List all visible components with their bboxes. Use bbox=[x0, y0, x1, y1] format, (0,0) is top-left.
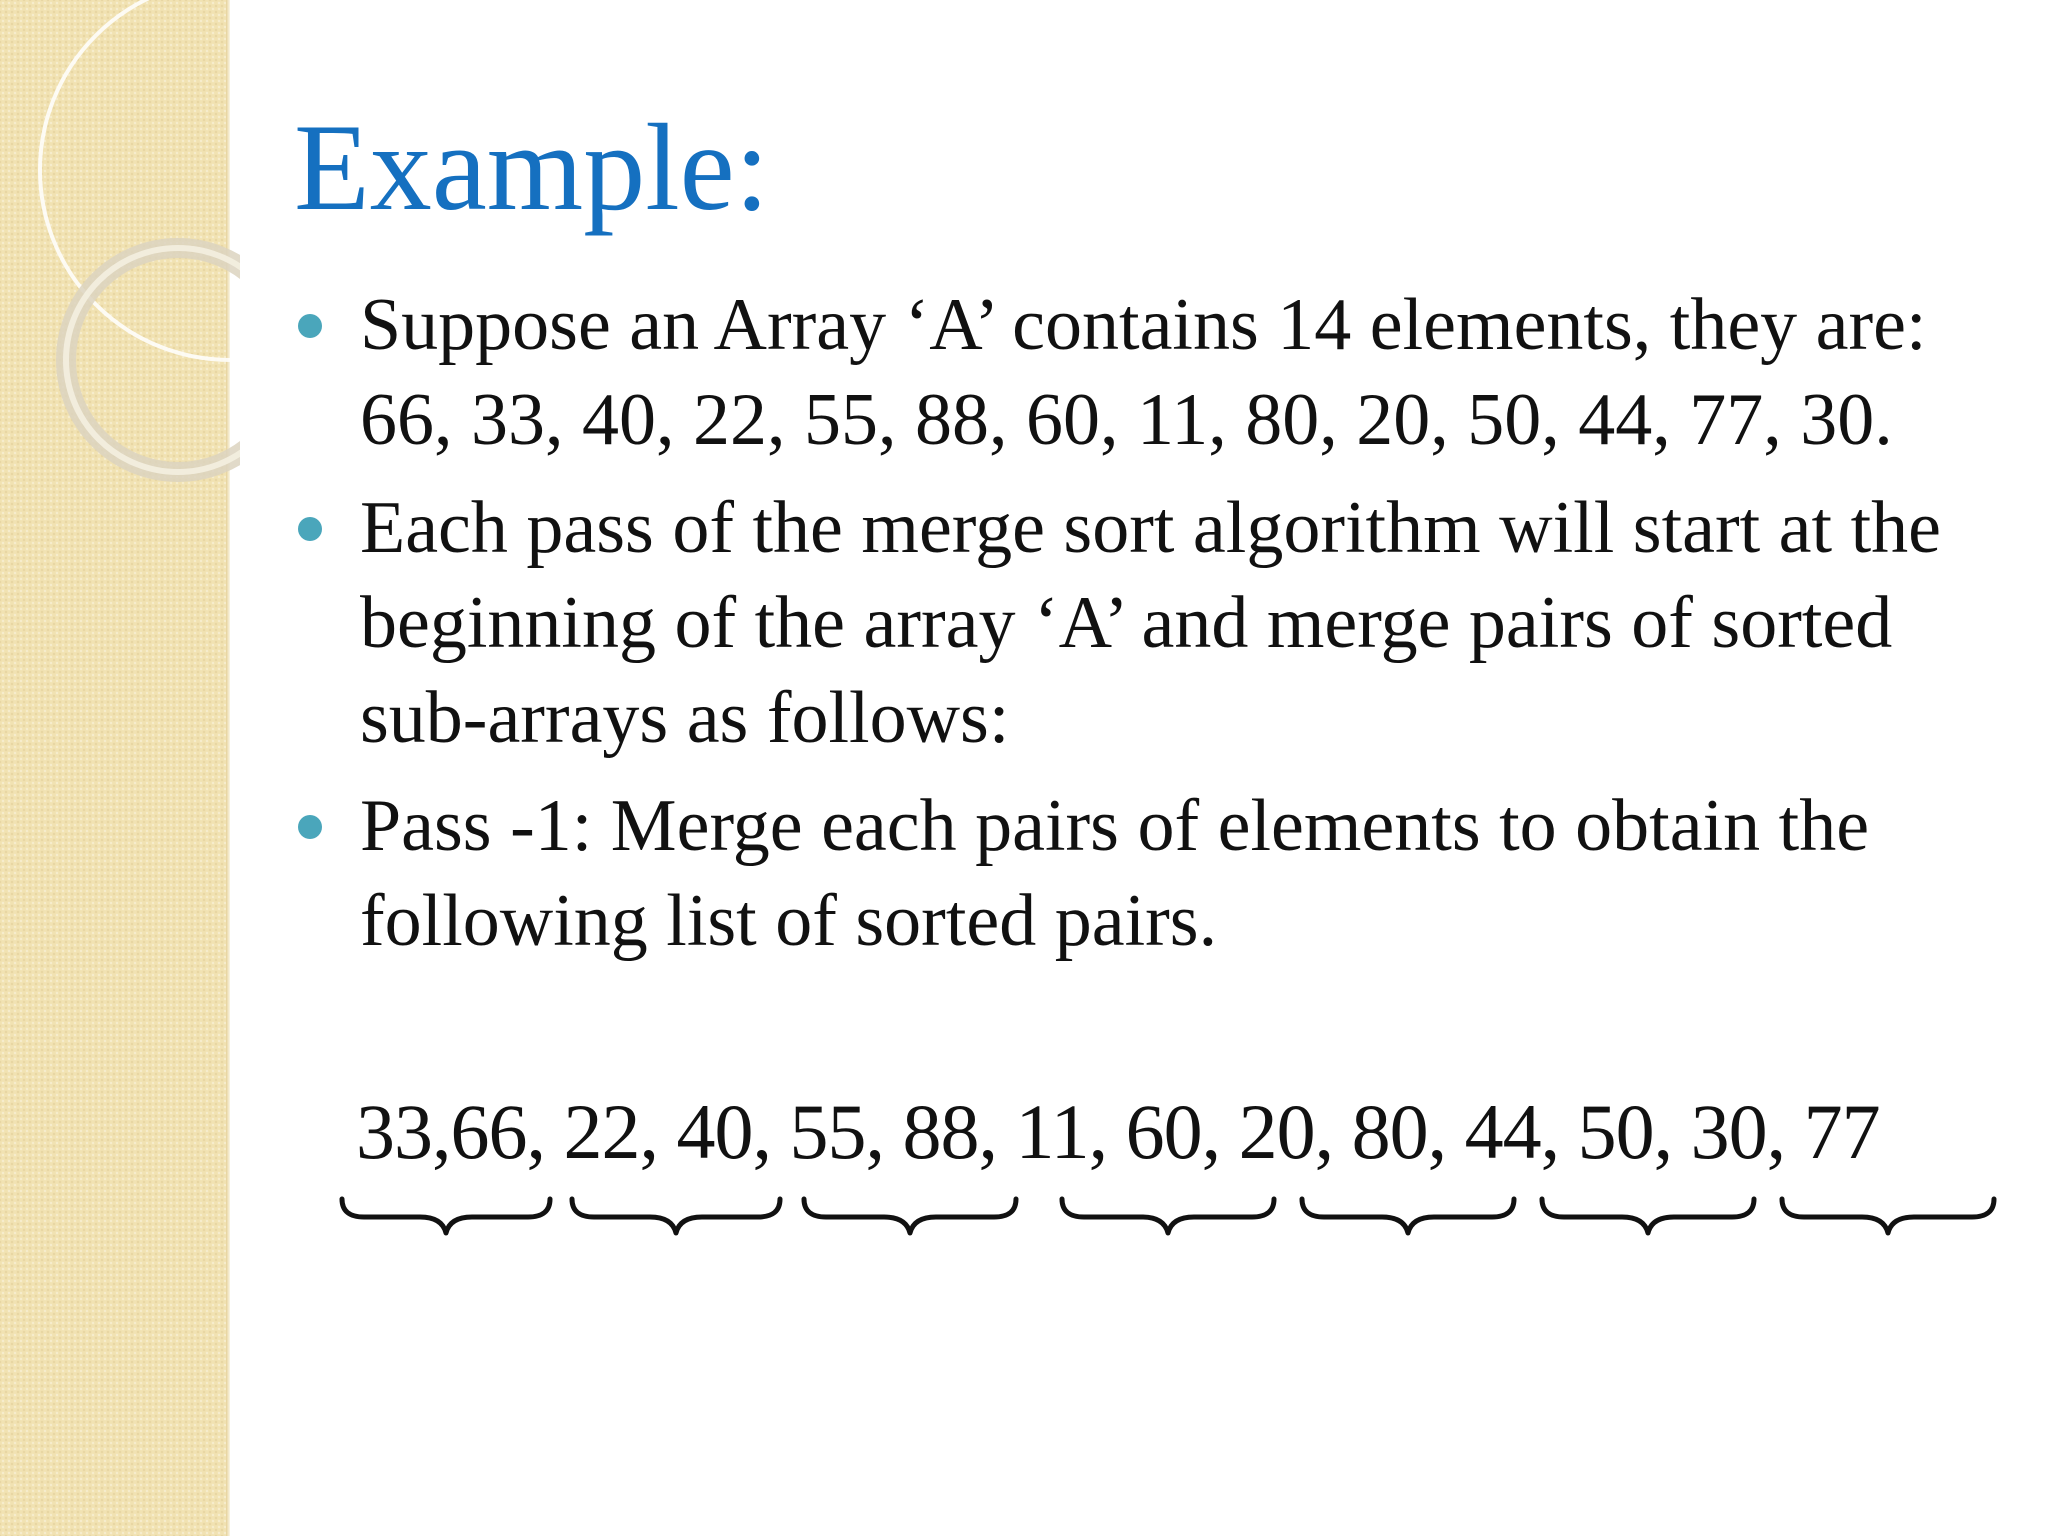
slide-title: Example: bbox=[294, 99, 770, 236]
bullet-text: Pass -1: Merge each pairs of elements to obtain the following list of sorted pairs. bbox=[360, 785, 1870, 962]
curly-brace-icon bbox=[1302, 1199, 1514, 1233]
bullet-list bbox=[294, 278, 2014, 982]
curly-brace-icon bbox=[1782, 1199, 1994, 1233]
decorative-rings-icon bbox=[0, 0, 240, 520]
curly-brace-icon bbox=[342, 1199, 550, 1233]
bullet-dot-icon bbox=[298, 314, 322, 338]
curly-brace-icon bbox=[1542, 1199, 1754, 1233]
bullet-text: Suppose an Array ‘A’ contains 14 elements, they are: 66, 33, 40, 22, 55, 88, 60, 11, 80, 20, 50, 44, 77, 30. bbox=[360, 284, 1927, 461]
bullet-item bbox=[294, 481, 2014, 766]
sorted-pairs-list: 33,66, 22, 40, 55, 88, 11, 60, 20, 80, 44, 50, 30, 77 bbox=[356, 1088, 1880, 1175]
curly-brace-icon bbox=[804, 1199, 1016, 1233]
bullet-item bbox=[294, 779, 2014, 969]
bullet-dot-icon bbox=[298, 517, 322, 541]
pair-braces bbox=[330, 1185, 2010, 1255]
bullet-item bbox=[294, 278, 2014, 468]
bullet-text: Each pass of the merge sort algorithm will start at the beginning of the array ‘A’ and merge pairs of sorted sub-arrays as follows: bbox=[360, 487, 1941, 759]
bullet-dot-icon bbox=[298, 815, 322, 839]
curly-brace-icon bbox=[572, 1199, 780, 1233]
curly-brace-icon bbox=[1062, 1199, 1274, 1233]
